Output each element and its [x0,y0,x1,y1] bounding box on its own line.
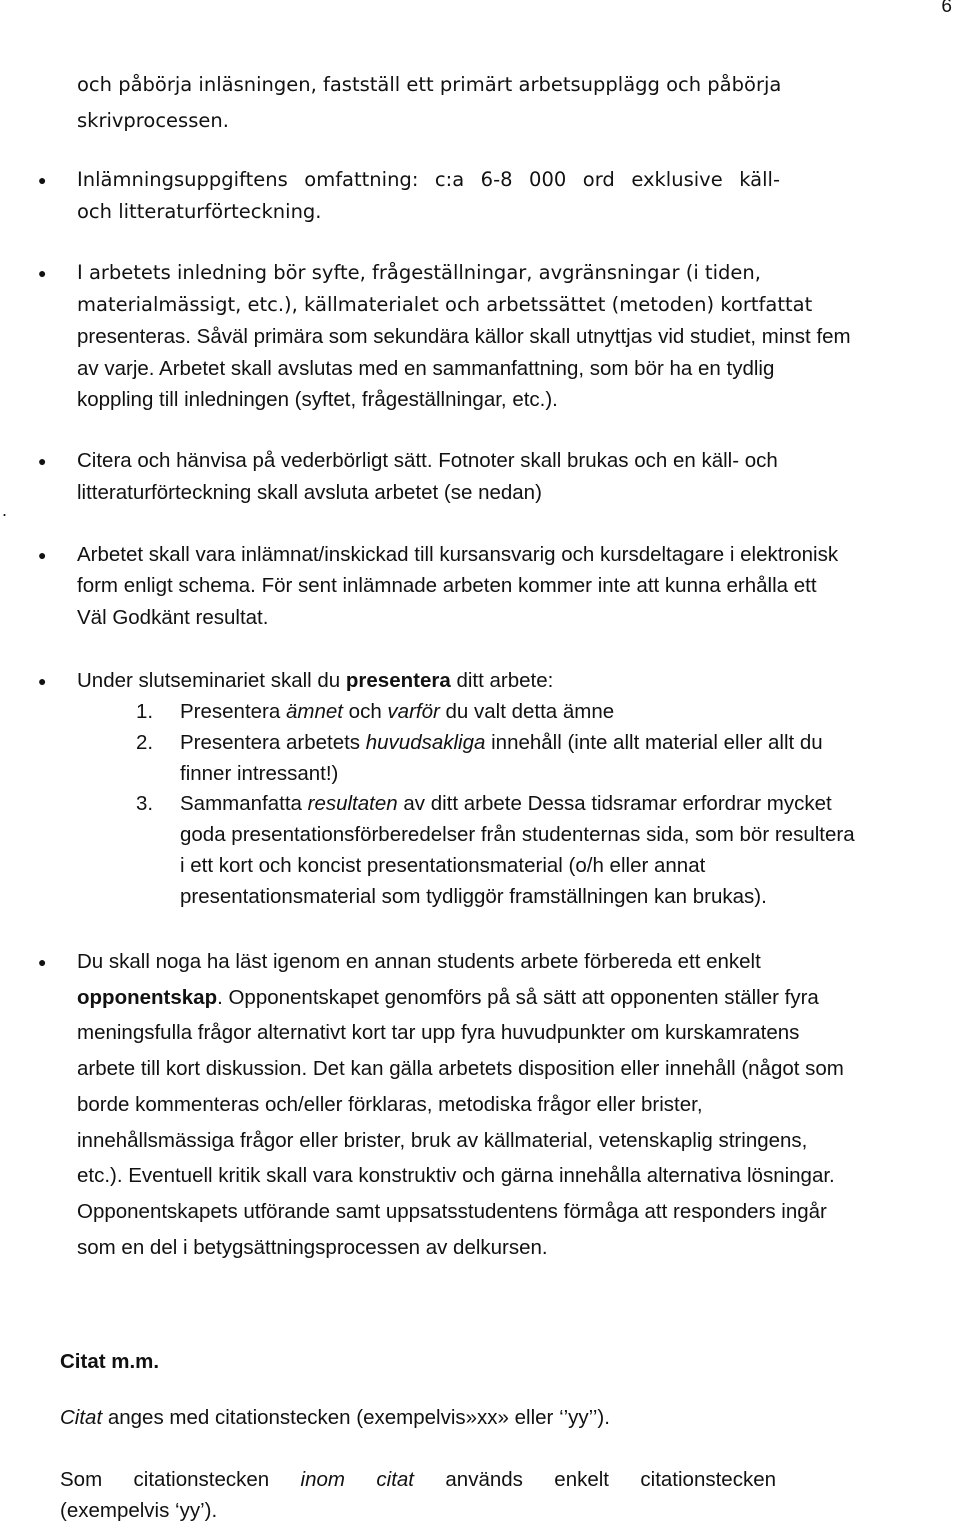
list-number: 1. [136,700,154,723]
list-item-2-line-2: finner intressant!) [180,762,339,785]
bullet-6-line-6: innehållsmässiga frågor eller brister, bruk av källmaterial, vetenskaplig stringens, [77,1129,808,1152]
list-item-3-line-4: presentationsmaterial som tydliggör framställningen kan brukas). [180,885,767,908]
bullet-1-line-2: och litteraturförteckning. [77,200,322,223]
bullet-2-line-2: materialmässigt, etc.), källmaterialet och arbetssättet (metoden) kortfattat [77,293,813,316]
bullet-2-line-1: I arbetets inledning bör syfte, frågeställningar, avgränsningar (i tiden, [77,261,761,284]
bullet-6-line-7: etc.). Eventuell kritik skall vara konstruktiv och gärna innehålla alternativa lösningar. [77,1164,835,1187]
bullet-6-line-8: Opponentskapets utförande samt uppsatsstudentens förmåga att responders ingår [77,1200,827,1223]
bullet-3-line-2: litteraturförteckning skall avsluta arbetet (se nedan) [77,481,542,504]
bullet-6-line-5: borde kommenteras och/eller förklaras, metodiska frågor eller brister, [77,1093,703,1116]
list-item-3-line-2: goda presentationsförberedelser från studenternas sida, som bör resultera [180,823,855,846]
citat-paragraph-2-line-1: Som citationstecken inom citat används enkelt citationstecken [60,1468,776,1491]
bullet-6-line-2: opponentskap. Opponentskapet genomförs på så sätt att opponenten ställer fyra [77,986,819,1009]
bullet-2-line-3: presenteras. Såväl primära som sekundära källor skall utnyttjas vid studiet, minst fem [77,325,851,348]
bullet-6-line-1: Du skall noga ha läst igenom en annan students arbete förbereda ett enkelt [77,950,761,973]
bullet-1-line-1: Inlämningsuppgiftens omfattning: c:a 6-8 000 ord exklusive käll- [77,168,780,191]
list-number: 3. [136,792,154,815]
bullet-icon: ● [38,954,47,970]
list-item-2-line-1: Presentera arbetets huvudsakliga innehåll (inte allt material eller allt du [180,731,823,754]
bullet-4-line-1: Arbetet skall vara inlämnat/inskickad till kursansvarig och kursdeltagare i elektronisk [77,543,839,566]
bullet-icon: ● [38,673,47,689]
citat-paragraph-2-line-2: (exempelvis ‘yy’). [60,1499,218,1522]
list-number: 2. [136,731,154,754]
stray-dot: . [2,500,8,520]
bullet-5-line-1: Under slutseminariet skall du presentera ditt arbete: [77,669,554,692]
bullet-icon: ● [38,265,47,281]
bullet-6-line-4: arbete till kort diskussion. Det kan gälla arbetets disposition eller innehåll (något som [77,1057,844,1080]
bullet-2-line-4: av varje. Arbetet skall avslutas med en sammanfattning, som bör ha en tydlig [77,357,775,380]
bullet-icon: ● [38,172,47,188]
bullet-6-line-9: som en del i betygsättningsprocessen av delkursen. [77,1236,548,1259]
section-heading: Citat m.m. [60,1350,160,1373]
bullet-4-line-2: form enligt schema. För sent inlämnade arbeten kommer inte att kunna erhålla ett [77,574,817,597]
bullet-6-line-3: meningsfulla frågor alternativt kort tar upp fyra huvudpunkter om kurskamratens [77,1021,800,1044]
bullet-icon: ● [38,453,47,469]
intro-line-1: och påbörja inläsningen, fastställ ett primärt arbetsupplägg och påbörja [77,73,782,96]
list-item-3-line-1: Sammanfatta resultaten av ditt arbete Dessa tidsramar erfordrar mycket [180,792,832,815]
bullet-3-line-1: Citera och hänvisa på vederbörligt sätt. Fotnoter skall brukas och en käll- och [77,449,778,472]
page-number: 6 [941,0,952,17]
intro-line-2: skrivprocessen. [77,109,229,132]
bullet-4-line-3: Väl Godkänt resultat. [77,606,269,629]
bullet-icon: ● [38,547,47,563]
list-item-1-line-1: Presentera ämnet och varför du valt detta ämne [180,700,615,723]
bullet-2-line-5: koppling till inledningen (syftet, frågeställningar, etc.). [77,388,558,411]
citat-paragraph-1: Citat anges med citationstecken (exempelvis»xx» eller ‘’yy’’). [60,1406,610,1429]
list-item-3-line-3: i ett kort och koncist presentationsmaterial (o/h eller annat [180,854,706,877]
